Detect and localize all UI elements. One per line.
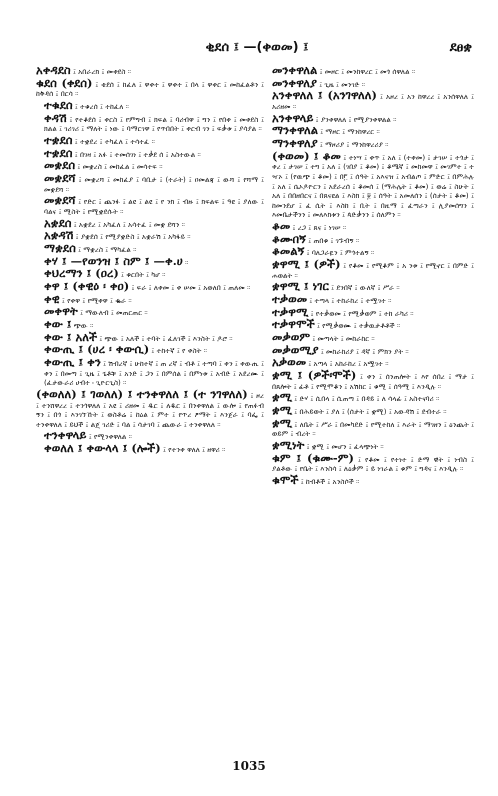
headword: ቋሚ bbox=[272, 403, 293, 418]
headword: ቋዋሚ ፤ (ዎች) bbox=[272, 257, 341, 272]
headword: አቋዳሽ bbox=[44, 228, 74, 243]
dictionary-entry bbox=[36, 387, 264, 429]
headword: አቋደሰ bbox=[44, 215, 72, 230]
headword: መቋደሻ bbox=[44, 193, 76, 208]
definition: ፤ ፍራ ፤ ለቀመ ፤ ቀ ሠመ ፤ አወለበ ፤ ጠለመ ። bbox=[131, 283, 251, 292]
headword: መቀዋት bbox=[44, 304, 78, 319]
dictionary-entry bbox=[36, 355, 264, 388]
headword: ተቃዋሚ bbox=[272, 304, 309, 319]
definition: ፤ ጭው ፤ አለች ፤ ተባት ፤ ፈለገች ፤ እንስት ፤ ዶሮ ። bbox=[99, 333, 233, 343]
headword: አንቀዋለለ ፤ (አንገዋለለ) bbox=[272, 88, 377, 103]
headword: አንቀዋላይ bbox=[272, 110, 314, 125]
left-column bbox=[36, 63, 264, 457]
headword: መቃወም bbox=[272, 330, 311, 345]
headword: ቋሚ bbox=[272, 415, 293, 430]
dictionary-entry bbox=[272, 415, 474, 439]
headword: ቀወለለ ፤ ቀውላላ ፤ (ሎች) bbox=[44, 441, 161, 456]
definition: ፤ ማቋረስ ፤ ማካፈል ። bbox=[78, 244, 137, 254]
dictionary-entry bbox=[36, 97, 264, 112]
definition: ፤ በገዛ ፤ አፉ ፤ ተመሰገነ ፤ ተቃደ ሰ ፤ አስተውል ። bbox=[74, 149, 201, 159]
definition: ፤ አበራረክ ፤ መቀደስ ። bbox=[72, 67, 132, 76]
headword: ቀውጢ ፤ (ሀረ ፡ ቀውሲ) bbox=[44, 342, 150, 357]
dictionary-entry bbox=[272, 473, 474, 488]
headword: ቁደሰ (ቀደሰ) bbox=[36, 75, 93, 90]
definition: ጭው ። bbox=[73, 321, 94, 331]
definition: ፤ አዞረ ፤ አን ከዋረረ ፤ አንሰዋለለ ፤ አሪዘመ ። bbox=[272, 92, 474, 111]
dictionary-entry bbox=[272, 88, 474, 111]
headword: መንቀዋለያ bbox=[272, 75, 317, 90]
dictionary-entry bbox=[36, 171, 264, 194]
dictionary-entry bbox=[272, 368, 474, 391]
right-column bbox=[272, 63, 474, 489]
headword: ቀው ፤ bbox=[44, 317, 72, 332]
definition: ። bbox=[185, 257, 189, 267]
headword: ማንቀዋለል bbox=[272, 123, 318, 138]
dictionary-entry bbox=[36, 75, 264, 99]
headword: ተቋደሰ bbox=[44, 145, 73, 160]
headword: ተቁደሰ bbox=[44, 97, 73, 112]
definition: ፤ ረጋ ፤ ጸና ፤ ነገሠ ። bbox=[292, 222, 347, 232]
headword: ቀዋ ፤ (ቀዊዕ ፡ ቀዐ) bbox=[44, 279, 130, 293]
definition: ፤ ዞረ ፤ ተንሸዋረረ ፤ ተንጎዋለለ ፤ አዩ ፤ ሪዘመ ፤ ዱር ፤ ለዱር ፤ በንቀዋለል ፤ ውሎ ፤ የጠፉብ ኝን ፤ በጎ ፤ እንገኘኹት ፤ ወስቶሬ ፤ ከዕል ፤ ምተ ፤ የጥረ ፆማት ፤ እንጀራ ፤ ባፌ ፤ ተንቀዋለለ ፤ ይህች ፤ ልጄ ገሪድ ፤ ባል ፤ ሳታገባ ፤ ጨውራ ፤ ተንቀዋለለ ። bbox=[36, 391, 264, 429]
headword: ቀዳሽ bbox=[44, 110, 67, 125]
definition: ፤ ማውለብ ፤ መጠርጠር ። bbox=[80, 308, 148, 318]
definition: ፤ ማዞሪያ ፤ ማንከዋረሪያ ። bbox=[319, 140, 389, 150]
headword: ቀዊ bbox=[44, 291, 60, 306]
headword: መቋደሰ bbox=[44, 158, 76, 173]
dictionary-entry bbox=[272, 257, 474, 280]
definition: ፤ ቋሚ ፤ መሆን ፤ ፈላጭነት ። bbox=[306, 442, 384, 452]
headword: ማቋደሰ bbox=[44, 240, 76, 255]
definition: ፤ መቋረሻ ፤ መከፈያ ፤ ባቢታ ፤ (ተራት) ፤ ዐመልጃ ፤ ውሻ ፤ የሻማ ፤ መቋደሻ ። bbox=[44, 175, 264, 194]
headword: ቀህረማን ፤ (ዐረ) bbox=[44, 266, 119, 281]
headword: ተቃዋሞች bbox=[272, 317, 315, 332]
headword: ቆሙበኝ bbox=[272, 231, 307, 246]
headword: ተቋደሰ bbox=[44, 132, 73, 147]
definition: ፤ የቆመ ፤ የሚቆም ፤ አ ንቱ ፤ የሚኖር ፤ በምድ ፤ ሐወልት ። bbox=[272, 261, 474, 280]
definition: ፤ በሕይወት ፤ ያለ ፤ (ሰታት ፤ ቋሚ) ፤ አውዳሽ ፤ ደብተራ ። bbox=[294, 407, 447, 417]
definition: ፤ ተከተኛ ፤ የ ቀስት ። bbox=[151, 346, 208, 356]
running-header: ቂደሰ ፤ —(ቀወመ) ፤ bbox=[205, 40, 309, 55]
headword: ቆመ bbox=[272, 218, 291, 233]
headword: ቋሚ bbox=[272, 390, 293, 405]
definition: ፤ ማዞር ፤ ማንከዋረር ። bbox=[320, 127, 380, 137]
definition: ፤ ቁርበት ፤ ካሆ ። bbox=[121, 270, 166, 280]
dictionary-entry bbox=[272, 403, 474, 418]
headword: አቀዳደስ bbox=[36, 63, 71, 77]
definition: ፤ ቀን ፤ ሰንጠሎት ፤ እየ ሰበረ ፤ ማታ ፤ በጸሎት ፤ ፊቶ ፤ የሚሞቆን ፤ አሽከር ፤ ቁሚ ፤ ሰዓሚ ፤ እንዲሉ ። bbox=[272, 372, 474, 391]
definition: ፤ ተቁረሰ ፤ ተከፈለ ። bbox=[74, 101, 129, 111]
running-header-letters: ደፀቋ bbox=[449, 40, 472, 55]
headword: (ቀወለለ) ፤ ገወለለ) ፤ ተንቀዋለለ ፤ (ተ ንገዋለለ) bbox=[36, 387, 248, 401]
definition: ፤ መቋረስ ፤ መከፈል ፤ መሳተፍ ። bbox=[77, 162, 163, 172]
headword: አቃወመ bbox=[272, 355, 307, 370]
headword: ተቃወመ bbox=[272, 292, 308, 306]
definition: ፤ የተንቀ ዋለለ ፤ ዘዋሪ ። bbox=[163, 445, 226, 455]
definition: ፤ ድሃ ፤ ሲበላ ፤ ሲጠጣ ፤ በዳይ ፤ ለ ሳላፊ ፤ አስተናባሪ ። bbox=[294, 394, 440, 404]
headword: መንቀዋለል bbox=[272, 63, 318, 77]
definition: ፤ ለቤት ፤ ሥራ ፤ በመካደድ ፤ የሚተከለ ፤ እራት ፤ ማገዘን ፤ ዕንጨት ፤ ወይም ፤ ብረት ። bbox=[272, 419, 474, 439]
definition: ፤ የተቆደሰ ፤ ቀርስ ፤ የምግብ ፤ ክፍል ፤ ባሪብዋ ፤ ግን ፤ የበቀ ፤ መቀደስ ፤ ክልል ፤ ገሪገሪ ፤ ማለት ፤ ነው ፤ ባማርገዋ ፤ የጥበበት ፤ ቀርብ ገን ፤ ፍቃቱ ፤ ያሳያል ። bbox=[44, 114, 264, 134]
page-number: 1035 bbox=[232, 759, 266, 773]
definition: ፤ ባለጋራዬን ፤ ምጎተልኝ ። bbox=[306, 248, 375, 258]
definition: ፤ የሚቃወሙ ፤ ተቃዉታቶቶች ። bbox=[317, 321, 401, 331]
definition: ፤ ተቋደረ ፤ ተካፈለ ፤ ተሳተፈ ። bbox=[74, 136, 155, 146]
definition: ፤ ሽብረኛ ፤ ሁከተኛ ፤ ጠ ረኛ ፤ ብቶ ፤ ተጣባ ፤ ቀን ፤ ቀውጢ ፤ ቀን ፤ በመጣ ፤ ጊዜ ፤ ጌቶቹ ፤ አንድ ፤ ጋን ፤ በምሰል ፤ በምነቱ ፤ አብድ ፤ አደረሙ ፤ (ፈታውራሪ ሀብተ ፡ ጊዮርጊስ) ። bbox=[44, 359, 264, 388]
definition: ፤ የቀዋ ፤ የሚቀዋ ፤ ቈራ ። bbox=[61, 295, 132, 305]
headword: ቁሞች bbox=[272, 473, 299, 488]
definition: ፤ መዞር ፤ መንከዋረር ፤ መጎ ሰዋለል ። bbox=[319, 67, 416, 76]
dictionary-entry bbox=[36, 441, 264, 456]
headword: ማንቀዋለያ bbox=[272, 136, 318, 151]
dictionary-entry bbox=[272, 450, 474, 474]
definition: ፤ ቂደሰ ፤ ከፈለ ፤ ዋቀተ ፤ ዋቀተ ፤ በላ ፤ ዋቀር ፤ መከፈልቶን ፤ ከቅዳሰ ፤ በርሳ ። bbox=[36, 79, 264, 99]
dictionary-entry bbox=[36, 279, 264, 293]
headword: (ቀወመ) ፤ ቆመ bbox=[272, 148, 341, 163]
definition: ፤ ደንበኛ ፤ ውለኛ ፤ ሥራ ። bbox=[331, 283, 400, 293]
headword: ቁም ፤ (ቁሙ-ም) bbox=[272, 450, 354, 465]
headword: ቋሚ ፤ (ዎች፡ሞች) bbox=[272, 368, 357, 383]
definition: ፤ አጣላ ፤ አከራከረ ፤ አሟገተ ። bbox=[308, 359, 389, 369]
headword: መቋደሻ bbox=[44, 171, 76, 185]
dictionary-entry bbox=[36, 193, 264, 216]
definition: ፤ መጣላት ፤ መከራከር ። bbox=[312, 334, 375, 344]
definition: ፤ ያንቀዋለለ ፤ የሚያንቀዋልል ። bbox=[315, 114, 397, 124]
definition: ፤ መከራከሪያ ፤ ዳኛ ፤ ምክን ያት ። bbox=[320, 346, 409, 356]
definition: ፤ ጠበቁ ፤ ገኙብኝ ። bbox=[308, 235, 360, 245]
dictionary-entry bbox=[272, 390, 474, 405]
dictionary-entry bbox=[272, 148, 474, 220]
definition: ፤ ጊዜ ፤ መንገድ ። bbox=[319, 79, 366, 89]
headword: ቋሚነት bbox=[272, 438, 305, 453]
definition: ፤ ተጣላ ፤ ተከራከረ ፤ ተሟገተ ። bbox=[309, 296, 392, 305]
headword: ቀው ፤ አለች bbox=[44, 329, 98, 344]
definition: ፤ አቋደረ ፤ አካፈለ ፤ አሳተፈ ፤ መቋ ደሻን ። bbox=[73, 219, 185, 229]
headword: ቀሃ ፤ —የወንዝ ፤ ስም ፤ —ቀ.ሀ bbox=[44, 253, 183, 268]
definition: ፤ የሚንቀዋለል ። bbox=[88, 432, 132, 442]
headword: ቆመልኝ bbox=[272, 244, 305, 259]
definition: ፤ የተቃወመ ፤ የሚቃወም ፤ ተከ ራካሪ ። bbox=[310, 308, 414, 318]
definition: ፤ ያቋደሰ ፤ የሚያቋድስ ፤ አቋራሽ ፤ አካፋይ ። bbox=[75, 232, 191, 242]
headword: መቃወሚያ bbox=[272, 342, 319, 357]
dictionary-entry bbox=[36, 110, 264, 134]
definition: ፤ ከብቶች ፤ አንስሶች ። bbox=[300, 477, 360, 487]
definition: ፤ ተነሣ ፤ ቀጥ ፤ አለ ፤ (ተቀመ) ፤ ታገሠ ፤ ተጎታ ፤ ቀረ ፤ ታገሠ ፤ ተግ ፤ አለ ፤ (ገበያ ፤ ቆመ) ፤ ቆሜኛ ፤ መከመዋ ፤ መገምተ ፤ ተ ዣኦ ፤ (የዉጭ ፤ ቆመ) ፤ በ፫ ፤ ሰዓት ፤ አእናዝ ፤ አብልጦ ፤ ምድር ፤ በምሕሉ ፤ አለ ፤ ሴኦዶዮርን ፤ አደራረሰ ፤ ቆመሰ ፤ (ማሕሌት ፤ ቆመ) ፤ ወሬ ፤ ስሁት ፤ አለ ፤ በበዘበርና ፤ በጸናዩል ፤ እስክ ፤ ፱ ፤ ሰዓት ፤ አመለሰን ፤ (ሰታት ፤ ቆመ) ፤ ከመንደሆ ፤ ፈ ሲት ፤ እስከ ፤ ቢት ፤ በዚማ ፤ ፈጣራን ፤ ሊያመሰግን ፤ እመቤታችንን ፤ መለእክቱን ፤ ጳድቃንን ፤ ሰለምን ። bbox=[272, 152, 474, 220]
headword: ቋዋሚ ፤ ነገር bbox=[272, 279, 329, 294]
headword: ቀውጢ ፤ ቀን bbox=[44, 355, 101, 370]
definition: ፤ የድር ፤ ጨንፉ ፤ ልዩ ፤ ልዩ ፤ የ ንክ ፤ ብዙ ፤ ክፍልፍ ፤ ዓዩ ፤ ያለው ፤ ባልና ፤ ሚስት ፤ የሚቋደሱት ። bbox=[44, 197, 264, 216]
headword: ተንቀዋላይ bbox=[44, 428, 87, 443]
definition: ፤ የቆመ ፤ የተነተ ፤ ድማ ዊት ፤ ነብስ ፤ ያልቶው ፤ የቤት ፤ እንስሳ ፤ ለዕቃም ፤ ይ ነገራል ፤ ቁም ፤ ግዳና ፤ እንዲሉ ። bbox=[272, 454, 474, 474]
